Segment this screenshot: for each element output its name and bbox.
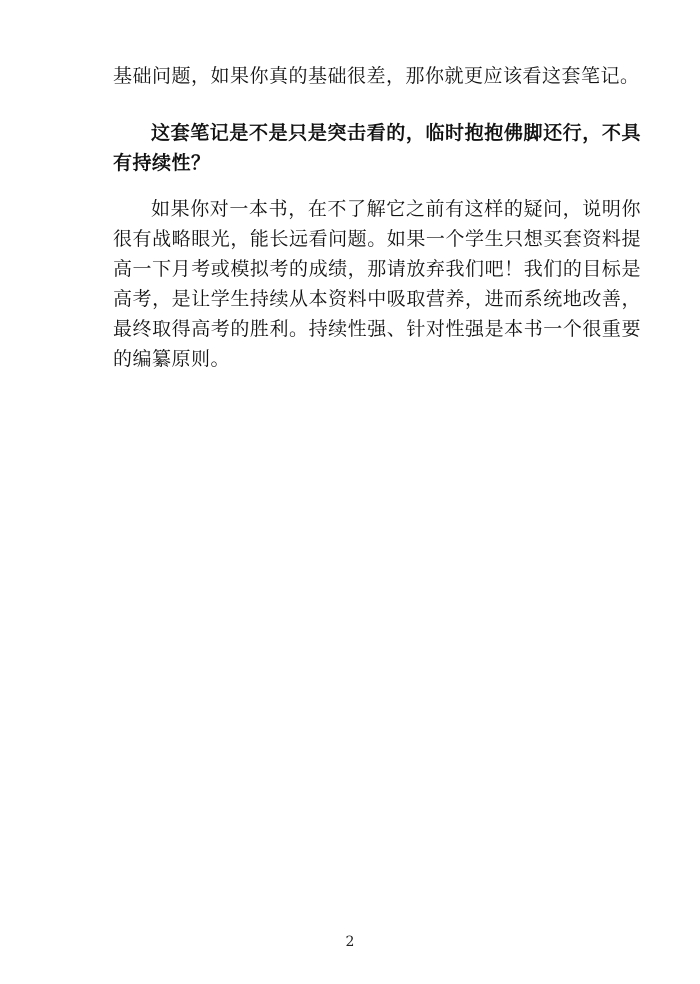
intro-paragraph: 基础问题，如果你真的基础很差，那你就更应该看这套笔记。	[113, 65, 640, 87]
question-heading: 这套笔记是不是只是突击看的，临时抱抱佛脚还行，不具有持续性？	[113, 122, 641, 174]
answer-paragraph: 如果你对一本书，在不了解它之前有这样的疑问，说明你很有战略眼光，能长远看问题。如果一个学生只想买套资料提高一下月考或模拟考的成绩，那请放弃我们吧！我们的目标是高考，是让学生持续从本资料中吸取营养，进而系统地改善，最终取得高考的胜利。持续性强、针对性强是本书一个很重要的编纂原则。	[113, 198, 641, 370]
page-number: 2	[345, 934, 355, 950]
